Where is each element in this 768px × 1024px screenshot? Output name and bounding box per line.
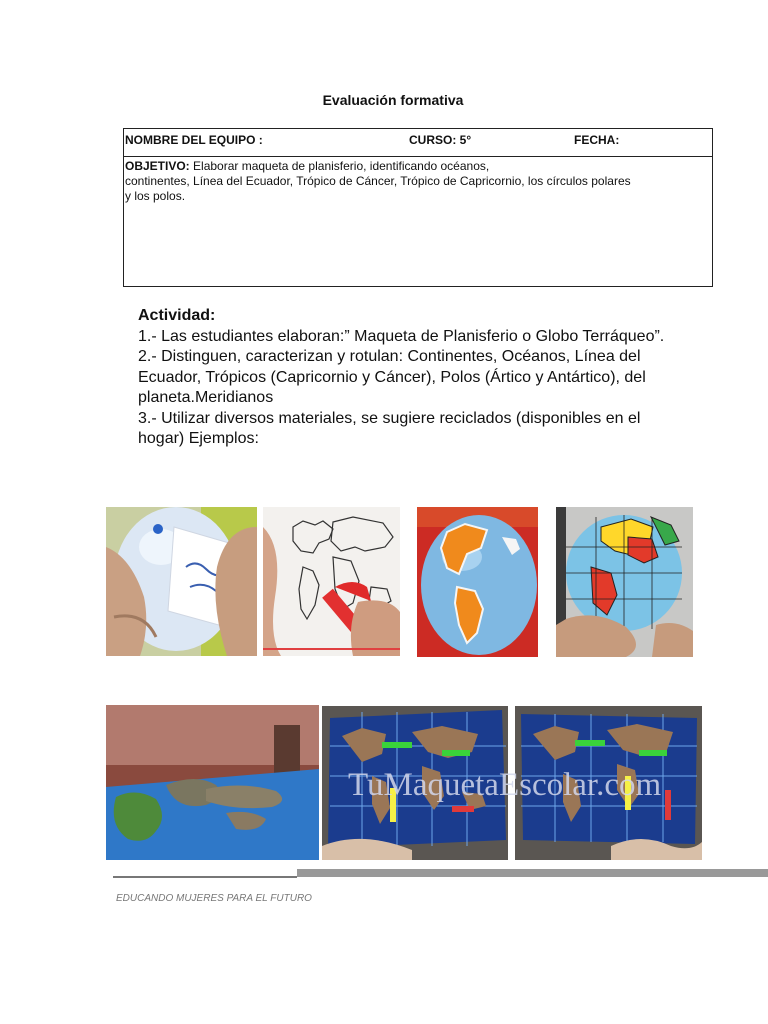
info-header-row <box>124 129 712 157</box>
gridded-globe-photo <box>556 507 693 657</box>
course-label: CURSO: 5° <box>409 133 472 147</box>
activity-item-1: 1.- Las estudiantes elaboran:” Maqueta de Planisferio o Globo Terráqueo”. <box>138 327 665 345</box>
balloon-paper-photo <box>106 507 257 656</box>
team-name-label: NOMBRE DEL EQUIPO : <box>125 133 263 147</box>
activity-section <box>138 306 678 450</box>
footer-divider <box>297 869 768 877</box>
painted-globe-photo <box>417 507 538 657</box>
page-title: Evaluación formativa <box>322 92 464 108</box>
objective-line-2: continentes, Línea del Ecuador, Trópico de Cáncer, Trópico de Capricornio, los círculos polares <box>125 174 631 188</box>
objective-line-1: Elaborar maqueta de planisferio, identificando océanos, <box>189 159 490 173</box>
footer-text: EDUCANDO MUJERES PARA EL FUTURO <box>116 893 312 904</box>
watermark-text: TuMaquetaEscolar.com <box>348 767 662 803</box>
date-label: FECHA: <box>574 133 620 147</box>
activity-title: Actividad: <box>138 307 216 324</box>
info-table <box>123 128 713 287</box>
relief-map-model-photo <box>106 705 319 860</box>
activity-item-3: 3.- Utilizar diversos materiales, se sugiere reciclados (disponibles en el hogar) Ejemplos: <box>138 409 641 447</box>
footer-divider-thin <box>113 876 297 878</box>
drawing-map-photo <box>263 507 400 656</box>
objective-line-3: y los polos. <box>125 189 186 203</box>
objective-block <box>124 157 712 206</box>
objective-label: OBJETIVO: <box>125 159 190 173</box>
activity-item-2: 2.- Distinguen, caracterizan y rotulan: Continentes, Océanos, Línea del Ecuador, Trópicos (Capricornio y Cáncer), Polos (Ártico y Antártico), del planeta.Meridianos <box>138 348 646 406</box>
